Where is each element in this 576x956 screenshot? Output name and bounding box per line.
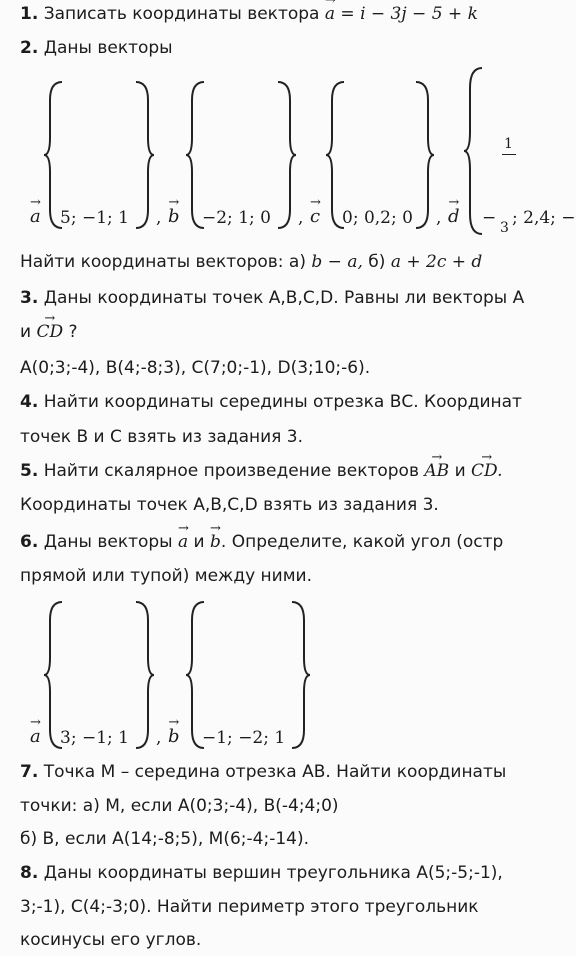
vector-a-coords: 3; −1; 1 xyxy=(60,728,129,748)
vector-b-label: → b xyxy=(168,726,180,747)
task-3-line-2 xyxy=(20,322,78,342)
task-number: 5. xyxy=(20,461,39,481)
task-2-question xyxy=(20,252,482,272)
fraction-denominator: 3 xyxy=(500,220,509,236)
vector-cd: → CD. xyxy=(471,461,502,481)
task-text: Найти скалярное произведение векторов xyxy=(43,461,419,481)
task-8 xyxy=(20,863,503,883)
task-number: 2. xyxy=(20,38,39,58)
task-7 xyxy=(20,762,506,782)
task-number: 4. xyxy=(20,392,39,412)
task-text: косинусы его углов. xyxy=(20,930,202,950)
question-mark: ? xyxy=(63,322,78,342)
task-5-line-2 xyxy=(20,495,439,515)
task-number: 3. xyxy=(20,288,39,308)
task-text: Координаты точек A,B,C,D взять из задания 3. xyxy=(20,495,439,515)
right-brace xyxy=(290,600,312,750)
task-8-line-2 xyxy=(20,897,479,917)
find-text: Найти координаты векторов: а) xyxy=(20,252,306,272)
vector-b-coords: −2; 1; 0 xyxy=(202,208,271,228)
right-brace xyxy=(134,80,156,230)
vector-b-coords: −1; −2; 1 xyxy=(202,728,286,748)
find-b-label: б) xyxy=(368,252,386,272)
task-4 xyxy=(20,392,522,412)
vector-a-symbol: → a xyxy=(325,4,335,24)
task-number: 7. xyxy=(20,762,39,782)
vector-a-coords: 5; −1; 1 xyxy=(60,208,129,228)
find-a-expression: b − a, xyxy=(311,252,363,272)
find-b-expression: a + 2c + d xyxy=(390,252,483,272)
task-text: Даны координаты точек A,B,C,D. Равны ли векторы A xyxy=(43,288,525,308)
and-word: и xyxy=(20,322,32,342)
and-word: и xyxy=(449,461,472,481)
points-text: A(0;3;-4), B(4;-8;3), C(7;0;-1), D(3;10;-6). xyxy=(20,358,371,378)
fraction-bar xyxy=(502,154,516,155)
right-brace xyxy=(134,600,156,750)
task-number: 6. xyxy=(20,532,39,552)
vector-cd: → CD xyxy=(36,322,63,342)
task-7-line-2 xyxy=(20,796,339,816)
vector-a-symbol: → a xyxy=(178,532,188,552)
task-text: точки: а) М, если А(0;3;-4), В(-4;4;0) xyxy=(20,796,339,816)
vector-a-label: → a xyxy=(30,206,41,227)
task-5 xyxy=(20,461,502,481)
task-2-heading xyxy=(20,38,173,58)
left-brace xyxy=(462,66,484,236)
right-brace xyxy=(276,80,298,230)
task-4-line-2 xyxy=(20,427,303,447)
fraction-numerator: 1 xyxy=(504,136,513,152)
and-word: и xyxy=(188,532,211,552)
vector-b-symbol: → b xyxy=(210,532,221,552)
task-1 xyxy=(20,4,478,24)
right-brace xyxy=(414,80,436,230)
task-8-line-3 xyxy=(20,930,201,950)
task-text: точек В и С взять из задания 3. xyxy=(20,427,304,447)
task-text: Записать координаты вектора xyxy=(43,4,320,24)
vector-b-label: → b xyxy=(168,206,180,227)
vector-ab: → AB xyxy=(424,461,449,481)
task-number: 8. xyxy=(20,863,39,883)
task-formula: = i − 3j − 5 + k xyxy=(340,4,478,24)
vector-c-label: → c xyxy=(310,206,320,227)
vector-d-coords: ; 2,4; − xyxy=(512,208,576,228)
task-text: Найти координаты середины отрезка ВС. Координат xyxy=(43,392,522,412)
task-number: 1. xyxy=(20,4,39,24)
vector-c-coords: 0; 0,2; 0 xyxy=(342,208,413,228)
task-text: прямой или тупой) между ними. xyxy=(20,566,312,586)
task-3-points xyxy=(20,358,370,378)
task-text: б) В, если А(14;-8;5), М(6;-4;-14). xyxy=(20,829,309,849)
task-text: 3;-1), С(4;-3;0). Найти периметр этого треугольник xyxy=(20,897,479,917)
task-6 xyxy=(20,532,503,552)
vector-a-label: → a xyxy=(30,726,41,747)
task-text: Даны координаты вершин треугольника А(5;-5;-1), xyxy=(43,863,503,883)
task-text: Точка М – середина отрезка АВ. Найти координаты xyxy=(38,762,507,782)
task-text: . Определите, какой угол (остр xyxy=(220,532,504,552)
task-3 xyxy=(20,288,524,308)
task-6-line-2 xyxy=(20,566,312,586)
task-7-line-3 xyxy=(20,829,309,849)
task-text: Даны векторы xyxy=(43,38,173,58)
task-text: Даны векторы xyxy=(43,532,173,552)
vector-d-label: → d xyxy=(448,206,460,227)
vector-d-minus: − xyxy=(482,208,497,228)
